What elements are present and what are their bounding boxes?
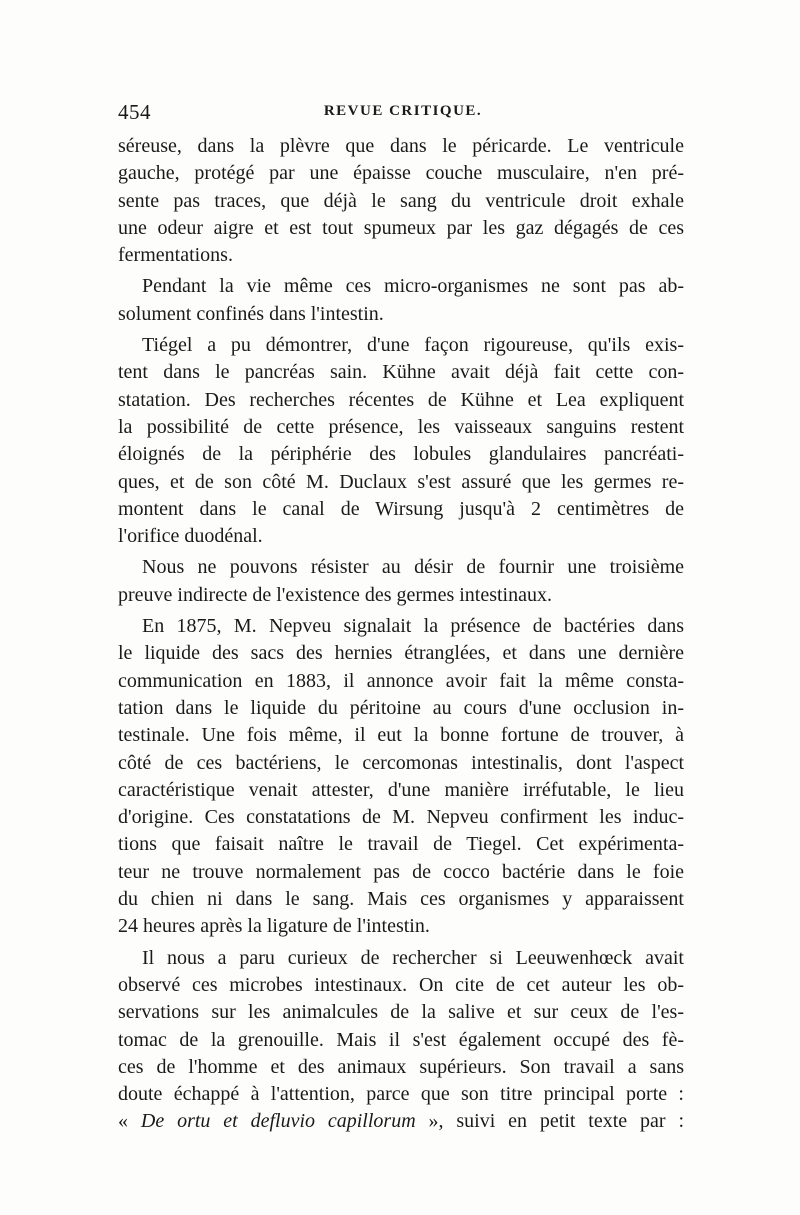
text-line: ques, et de son côté M. Duclaux s'est assuré que les germes re- <box>118 470 684 493</box>
text-line: éloignés de la périphérie des lobules glandulaires pancréati- <box>118 443 684 466</box>
text-line: gauche, protégé par une épaisse couche musculaire, n'en pré- <box>118 162 684 185</box>
text-line: Pendant la vie même ces micro-organismes ne sont pas ab- <box>142 275 684 298</box>
body-text <box>118 133 684 1136</box>
text-line: testinale. Une fois même, il eut la bonne fortune de trouver, à <box>118 724 684 747</box>
text-line: doute échappé à l'attention, parce que son titre principal porte : <box>118 1083 684 1106</box>
text-line: solument confinés dans l'intestin. <box>118 302 384 325</box>
text-line: la possibilité de cette présence, les vaisseaux sanguins restent <box>118 415 684 438</box>
text-line: Il nous a paru curieux de rechercher si Leeuwenhœck avait <box>142 946 684 969</box>
paragraph <box>118 554 684 609</box>
text-line: Tiégel a pu démontrer, d'une façon rigoureuse, qu'ils exis- <box>142 334 684 357</box>
open-quote: « <box>118 1110 141 1133</box>
text-line: observé ces microbes intestinaux. On cite de cet auteur les ob- <box>118 973 684 996</box>
text-line: l'orifice duodénal. <box>118 525 263 548</box>
page-number: 454 <box>118 100 151 124</box>
text-line: Nous ne pouvons résister au désir de fournir une troisième <box>142 556 684 579</box>
running-head: REVUE CRITIQUE. <box>323 103 483 119</box>
paragraph <box>118 613 684 941</box>
text-line: 24 heures après la ligature de l'intestin. <box>118 915 430 938</box>
text-line: montent dans le canal de Wirsung jusqu'à 2 centimètres de <box>118 497 684 520</box>
text-line: tions que faisait naître le travail de Tiegel. Cet expérimenta- <box>118 833 684 856</box>
text-line: En 1875, M. Nepveu signalait la présence de bactéries dans <box>142 615 684 638</box>
paragraph <box>118 133 684 269</box>
text-line: tent dans le pancréas sain. Kühne avait déjà fait cette con- <box>118 361 684 384</box>
text-line: tomac de la grenouille. Mais il s'est également occupé des fè- <box>118 1028 684 1051</box>
text-line: du chien ni dans le sang. Mais ces organismes y apparaissent <box>118 888 684 911</box>
text-line: fermentations. <box>118 244 233 267</box>
text-line: communication en 1883, il annonce avoir fait la même consta- <box>118 669 684 692</box>
text-line: séreuse, dans la plèvre que dans le péricarde. Le ventricule <box>118 135 684 157</box>
text-line: sente pas traces, que déjà le sang du ventricule droit exhale <box>118 189 684 212</box>
text-line: le liquide des sacs des hernies étranglées, et dans une dernière <box>118 642 684 665</box>
text-line-with-title <box>118 1108 684 1135</box>
paragraph <box>118 945 684 1136</box>
text-line: statation. Des recherches récentes de Kühne et Lea expliquent <box>118 388 684 411</box>
italic-title: De ortu et defluvio capillorum <box>140 1110 416 1133</box>
paragraph <box>118 332 684 550</box>
text-line: preuve indirecte de l'existence des germes intestinaux. <box>118 583 552 606</box>
text-line: côté de ces bactériens, le cercomonas intestinalis, dont l'aspect <box>118 751 684 774</box>
text-line: caractéristique venait attester, d'une manière irréfutable, le lieu <box>118 778 684 801</box>
text-line: une odeur aigre et est tout spumeux par les gaz dégagés de ces <box>118 216 684 239</box>
text-line: d'origine. Ces constatations de M. Nepveu confirment les induc- <box>118 806 684 829</box>
text-line: tation dans le liquide du péritoine au cours d'une occlusion in- <box>118 696 684 719</box>
line-rest: », suivi en petit texte par : <box>415 1110 684 1133</box>
text-line: ces de l'homme et des animaux supérieurs. Son travail a sans <box>118 1055 684 1078</box>
text-line: teur ne trouve normalement pas de cocco bactérie dans le foie <box>118 860 684 883</box>
page-header <box>118 100 688 130</box>
paragraph <box>118 273 684 328</box>
text-line: servations sur les animalcules de la salive et sur ceux de l'es- <box>118 1001 684 1024</box>
